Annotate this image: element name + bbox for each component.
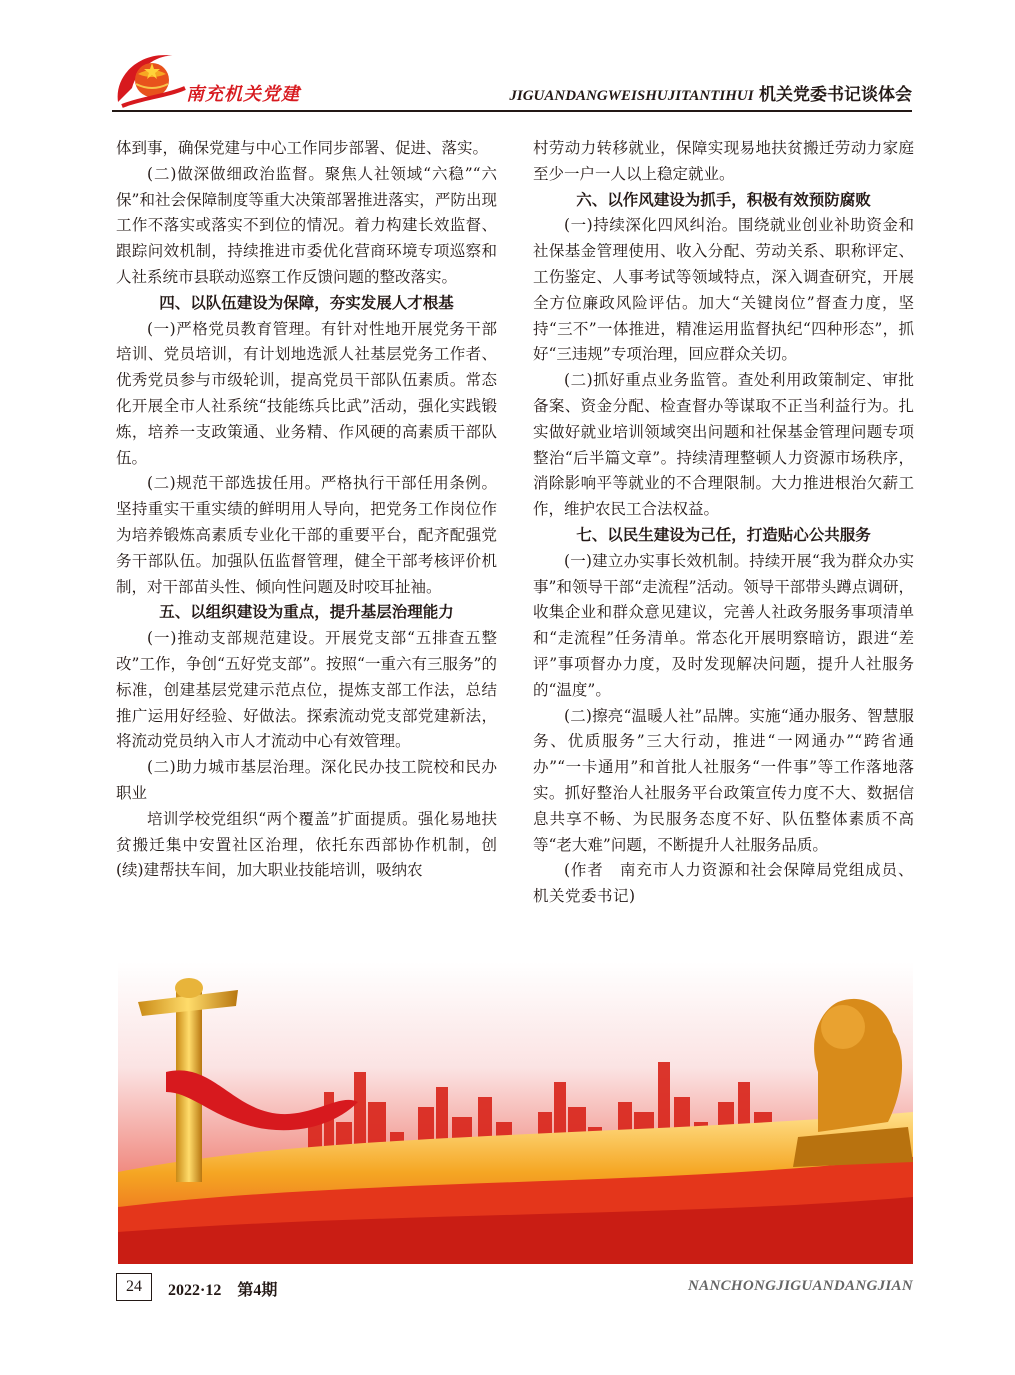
paragraph: (一)推动支部规范建设。开展党支部“五排查五整改”工作，争创“五好党支部”。按照“一重六有三服务”的标准，创建基层党建示范点位，提炼支部工作法，总结推广运用好经验、好做法。探索流动党支部党建新法，将流动党员纳入市人才流动中心有效管理。 — [116, 629, 497, 751]
left-column — [116, 136, 497, 884]
paragraph: (一)严格党员教育管理。有针对性地开展党务干部培训、党员培训，有计划地选派人社基层党务工作者、优秀党员参与市级轮训，提高党员干部队伍素质。常态化开展全市人社系统“技能练兵比武”活动，强化实践锻炼，培养一支政策通、业务精、作风硬的高素质干部队伍。 — [116, 319, 497, 467]
header-divider — [112, 110, 912, 112]
logo-icon — [112, 44, 187, 110]
paragraph: 村劳动力转移就业，保障实现易地扶贫搬迁劳动力家庭至少一户一人以上稳定就业。 — [533, 139, 914, 183]
paragraph: 培训学校党组织“两个覆盖”扩面提质。强化易地扶贫搬迁集中安置社区治理，依托东西部协作机制，创(续)建帮扶车间，加大职业技能培训，吸纳农 — [116, 809, 497, 880]
page-number: 24 — [116, 1273, 152, 1301]
paragraph: (二)擦亮“温暖人社”品牌。实施“通办服务、智慧服务、优质服务”三大行动，推进“一网通办”“跨省通办”“一卡通用”和首批人社服务“一件事”等工作落地落实。抓好整治人社服务平台政策宣传力度不大、数据信息共享不畅、为民服务态度不好、队伍整体素质不高等“老大难”问题，不断提升人社服务品质。 — [533, 706, 914, 854]
paragraph: (二)抓好重点业务监管。查处利用政策制定、审批备案、资金分配、检查督办等谋取不正当利益行为。扎实做好就业培训领域突出问题和社保基金管理问题专项整治“后半篇文章”。持续清理整顿人力资源市场秩序，消除影响平等就业的不合理限制。大力推进根治欠薪工作，维护农民工合法权益。 — [533, 371, 914, 519]
right-column — [533, 136, 914, 910]
section-heading: 七、以民生建设为己任，打造贴心公共服务 — [576, 525, 871, 544]
section-heading: 五、以组织建设为重点，提升基层治理能力 — [159, 603, 454, 622]
publication-name: NANCHONGJIGUANDANGJIAN — [688, 1278, 913, 1294]
section-title-en: JIGUANDANGWEISHUJITANTIHUI — [509, 88, 754, 104]
section-title — [509, 80, 912, 105]
paragraph: (二)规范干部选拔任用。严格执行干部任用条例。坚持重实干重实绩的鲜明用人导向，把党务工作岗位作为培养锻炼高素质专业化干部的重要平台，配齐配强党务干部队伍。加强队伍监督管理，健全干部考核评价机制，对干部苗头性、倾向性问题及时咬耳扯袖。 — [116, 474, 497, 596]
section-heading: 六、以作风建设为抓手，积极有效预防腐败 — [576, 190, 871, 209]
section-title-cn: 机关党委书记谈体会 — [759, 85, 912, 105]
paragraph: 体到事，确保党建与中心工作同步部署、促进、落实。 — [116, 139, 489, 157]
author-note: (作者 南充市人力资源和社会保障局党组成员、机关党委书记) — [533, 861, 914, 906]
page-footer — [116, 1273, 913, 1301]
decorative-banner — [118, 962, 913, 1264]
paragraph: (一)持续深化四风纠治。围绕就业创业补助资金和社保基金管理使用、收入分配、劳动关系、职称评定、工伤鉴定、人事考试等领域特点，深入调查研究，开展全方位廉政风险评估。加大“关键岗位”督查力度，坚持“三不”一体推进，精准运用监督执纪“四种形态”，抓好“三违规”专项治理，回应群众关切。 — [533, 216, 914, 364]
paragraph: (二)助力城市基层治理。深化民办技工院校和民办职业 — [116, 758, 497, 802]
page-header — [112, 40, 912, 115]
banner-illustration — [118, 962, 913, 1264]
section-heading: 四、以队伍建设为保障，夯实发展人才根基 — [159, 293, 454, 312]
issue-label: 2022·12 第4期 — [168, 1282, 278, 1299]
paragraph: (二)做深做细政治监督。聚焦人社领域“六稳”“六保”和社会保障制度等重大决策部署推进落实，严防出现工作不落实或落实不到位的情况。着力构建长效监督、跟踪问效机制，持续推进市委优化营商环境专项巡察和人社系统市县联动巡察工作反馈问题的整改落实。 — [116, 164, 497, 286]
logo-text: 南充机关党建 — [186, 84, 300, 105]
paragraph: (一)建立办实事长效机制。持续开展“我为群众办实事”和领导干部“走流程”活动。领导干部带头蹲点调研，收集企业和群众意见建议，完善人社政务服务事项清单和“走流程”任务清单。常态化开展明察暗访，跟进“差评”事项督办力度，及时发现解决问题，提升人社服务的“温度”。 — [533, 551, 914, 699]
